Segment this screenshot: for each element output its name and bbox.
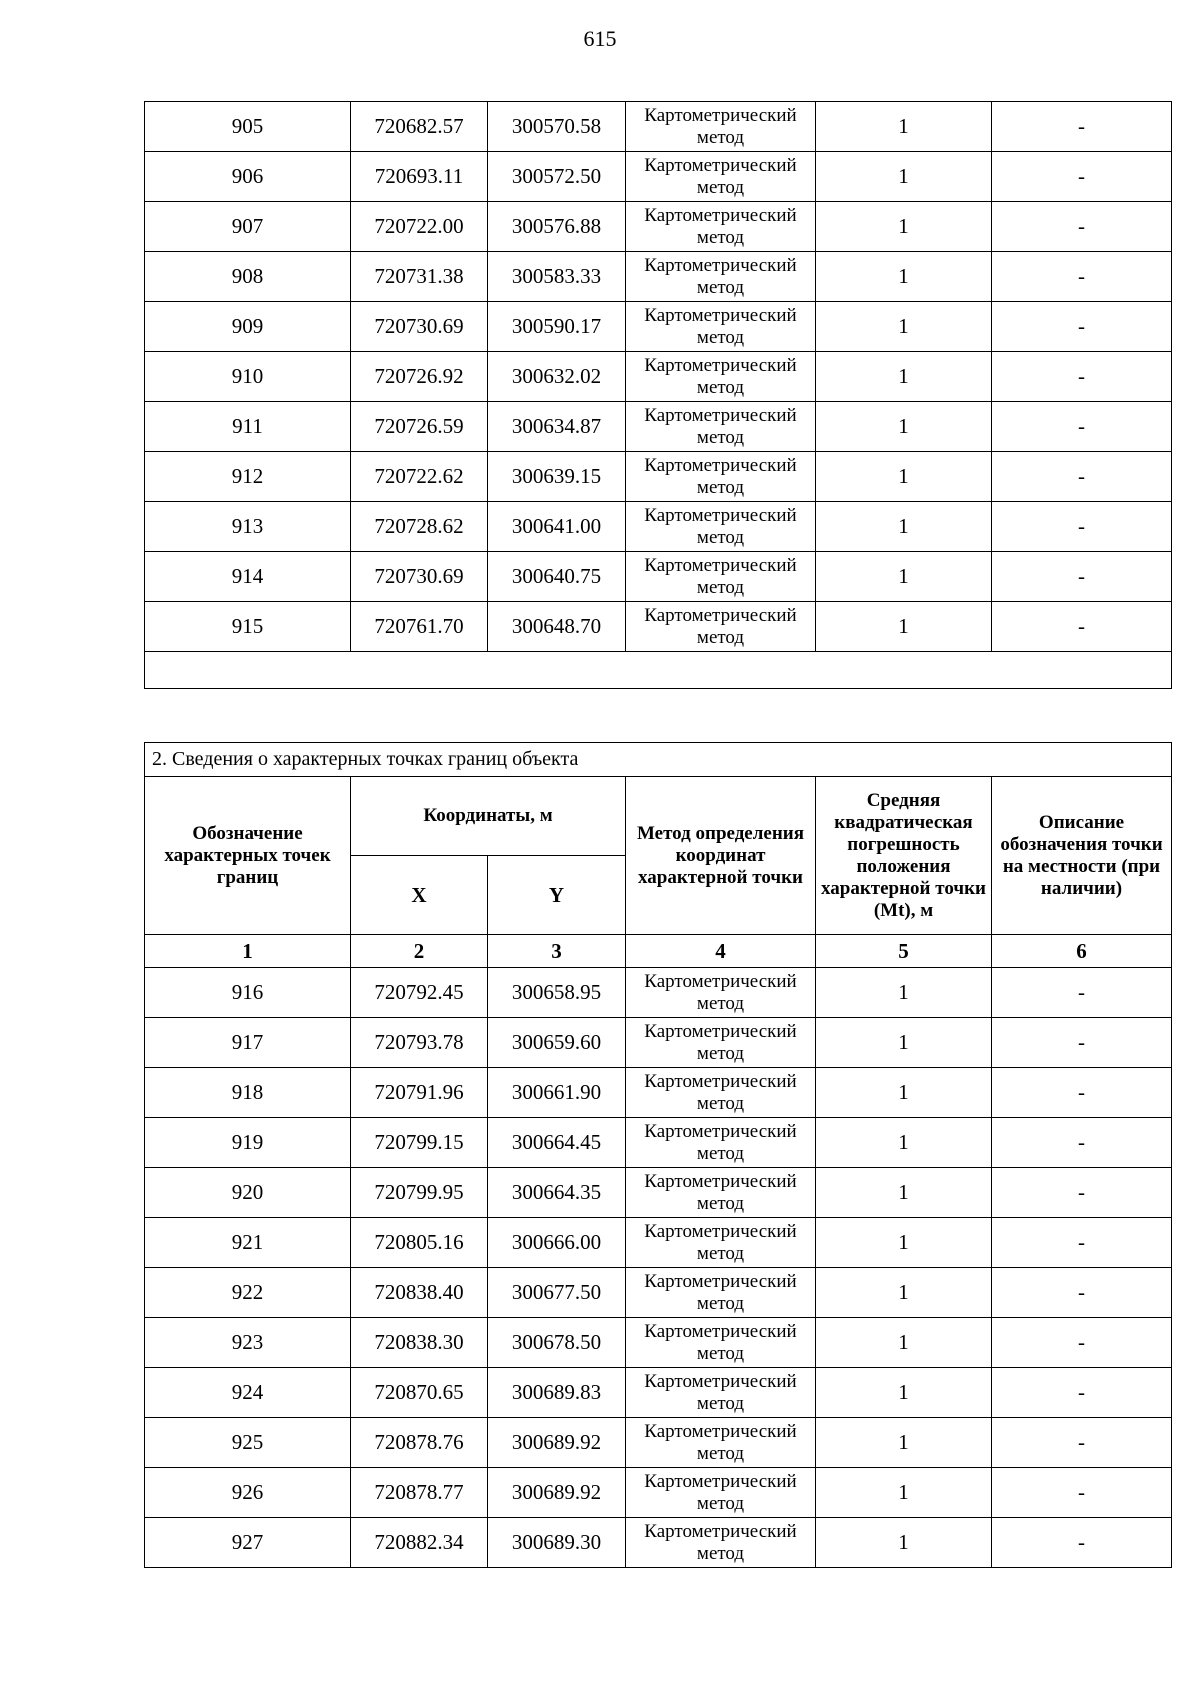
coord-x: 720791.96 bbox=[351, 1068, 488, 1118]
method-line-2: метод bbox=[696, 1142, 745, 1164]
table-row bbox=[145, 152, 1172, 202]
point-id: 924 bbox=[145, 1368, 351, 1418]
method-cell bbox=[626, 302, 816, 352]
coord-y: 300640.75 bbox=[488, 552, 626, 602]
description: - bbox=[992, 1418, 1172, 1468]
mt-value: 1 bbox=[816, 1218, 992, 1268]
point-id: 912 bbox=[145, 452, 351, 502]
method-line-1: Картометрический bbox=[644, 1370, 797, 1392]
method-line-1: Картометрический bbox=[644, 1170, 797, 1192]
mt-value: 1 bbox=[816, 1318, 992, 1368]
method-cell bbox=[626, 602, 816, 652]
method-cell bbox=[626, 1368, 816, 1418]
column-number-6: 6 bbox=[992, 935, 1172, 968]
mt-value: 1 bbox=[816, 1068, 992, 1118]
table-row bbox=[145, 102, 1172, 152]
table-row bbox=[145, 552, 1172, 602]
method-line-1: Картометрический bbox=[644, 104, 797, 126]
point-id: 923 bbox=[145, 1318, 351, 1368]
coord-x: 720761.70 bbox=[351, 602, 488, 652]
table1-body bbox=[145, 102, 1172, 652]
description: - bbox=[992, 552, 1172, 602]
method-cell bbox=[626, 1018, 816, 1068]
point-id: 914 bbox=[145, 552, 351, 602]
method-line-2: метод bbox=[696, 526, 745, 548]
method-line-1: Картометрический bbox=[644, 204, 797, 226]
header-y: Y bbox=[488, 856, 626, 935]
mt-value: 1 bbox=[816, 1018, 992, 1068]
point-id: 925 bbox=[145, 1418, 351, 1468]
coord-y: 300664.35 bbox=[488, 1168, 626, 1218]
method-line-1: Картометрический bbox=[644, 454, 797, 476]
coord-y: 300632.02 bbox=[488, 352, 626, 402]
method-cell bbox=[626, 102, 816, 152]
mt-value: 1 bbox=[816, 968, 992, 1018]
table2-body bbox=[145, 968, 1172, 1568]
method-cell bbox=[626, 452, 816, 502]
description: - bbox=[992, 302, 1172, 352]
method-cell bbox=[626, 1268, 816, 1318]
coord-y: 300639.15 bbox=[488, 452, 626, 502]
table-row bbox=[145, 1118, 1172, 1168]
coord-x: 720726.92 bbox=[351, 352, 488, 402]
method-cell bbox=[626, 1218, 816, 1268]
mt-value: 1 bbox=[816, 1468, 992, 1518]
table-row bbox=[145, 1418, 1172, 1468]
method-line-2: метод bbox=[696, 326, 745, 348]
table-row bbox=[145, 1168, 1172, 1218]
table-row bbox=[145, 602, 1172, 652]
method-line-2: метод bbox=[696, 1392, 745, 1414]
column-number-5: 5 bbox=[816, 935, 992, 968]
method-line-1: Картометрический bbox=[644, 1320, 797, 1342]
coord-y: 300689.92 bbox=[488, 1418, 626, 1468]
mt-value: 1 bbox=[816, 452, 992, 502]
mt-value: 1 bbox=[816, 1368, 992, 1418]
table-row bbox=[145, 502, 1172, 552]
table-row bbox=[145, 968, 1172, 1018]
coord-x: 720799.15 bbox=[351, 1118, 488, 1168]
coord-y: 300634.87 bbox=[488, 402, 626, 452]
mt-value: 1 bbox=[816, 1518, 992, 1568]
description: - bbox=[992, 1218, 1172, 1268]
mt-value: 1 bbox=[816, 602, 992, 652]
description: - bbox=[992, 202, 1172, 252]
coord-x: 720793.78 bbox=[351, 1018, 488, 1068]
description: - bbox=[992, 1118, 1172, 1168]
coord-x: 720722.62 bbox=[351, 452, 488, 502]
method-line-1: Картометрический bbox=[644, 554, 797, 576]
method-cell bbox=[626, 1168, 816, 1218]
coord-y: 300641.00 bbox=[488, 502, 626, 552]
description: - bbox=[992, 1268, 1172, 1318]
table-row bbox=[145, 1218, 1172, 1268]
table-row bbox=[145, 1468, 1172, 1518]
coord-y: 300666.00 bbox=[488, 1218, 626, 1268]
method-cell bbox=[626, 1068, 816, 1118]
table-row bbox=[145, 402, 1172, 452]
description: - bbox=[992, 1468, 1172, 1518]
description: - bbox=[992, 402, 1172, 452]
point-id: 921 bbox=[145, 1218, 351, 1268]
method-cell bbox=[626, 252, 816, 302]
description: - bbox=[992, 502, 1172, 552]
method-cell bbox=[626, 1518, 816, 1568]
point-id: 916 bbox=[145, 968, 351, 1018]
coord-x: 720838.30 bbox=[351, 1318, 488, 1368]
method-cell bbox=[626, 352, 816, 402]
method-line-1: Картометрический bbox=[644, 254, 797, 276]
method-line-1: Картометрический bbox=[644, 970, 797, 992]
description: - bbox=[992, 1018, 1172, 1068]
description: - bbox=[992, 1318, 1172, 1368]
mt-value: 1 bbox=[816, 552, 992, 602]
method-line-1: Картометрический bbox=[644, 1270, 797, 1292]
method-cell bbox=[626, 552, 816, 602]
mt-value: 1 bbox=[816, 502, 992, 552]
description: - bbox=[992, 1068, 1172, 1118]
point-id: 917 bbox=[145, 1018, 351, 1068]
column-number-2: 2 bbox=[351, 935, 488, 968]
point-id: 906 bbox=[145, 152, 351, 202]
method-line-2: метод bbox=[696, 1092, 745, 1114]
point-id: 913 bbox=[145, 502, 351, 552]
method-line-2: метод bbox=[696, 426, 745, 448]
header-designation: Обозначение характерных точек границ bbox=[145, 777, 351, 935]
page-number: 615 bbox=[583, 26, 617, 51]
method-line-2: метод bbox=[696, 226, 745, 248]
mt-value: 1 bbox=[816, 1418, 992, 1468]
method-line-2: метод bbox=[696, 1542, 745, 1564]
description: - bbox=[992, 1168, 1172, 1218]
description: - bbox=[992, 1368, 1172, 1418]
method-line-2: метод bbox=[696, 126, 745, 148]
mt-value: 1 bbox=[816, 1118, 992, 1168]
table-row bbox=[145, 452, 1172, 502]
coord-y: 300572.50 bbox=[488, 152, 626, 202]
section-title: 2. Сведения о характерных точках границ объекта bbox=[145, 743, 1172, 777]
method-cell bbox=[626, 968, 816, 1018]
method-line-2: метод bbox=[696, 476, 745, 498]
method-cell bbox=[626, 502, 816, 552]
point-id: 908 bbox=[145, 252, 351, 302]
method-cell bbox=[626, 1118, 816, 1168]
coord-x: 720728.62 bbox=[351, 502, 488, 552]
point-id: 911 bbox=[145, 402, 351, 452]
coord-x: 720730.69 bbox=[351, 552, 488, 602]
point-id: 926 bbox=[145, 1468, 351, 1518]
coord-y: 300677.50 bbox=[488, 1268, 626, 1318]
table-row bbox=[145, 202, 1172, 252]
description: - bbox=[992, 102, 1172, 152]
method-line-2: метод bbox=[696, 276, 745, 298]
method-line-2: метод bbox=[696, 1342, 745, 1364]
method-line-2: метод bbox=[696, 1492, 745, 1514]
point-id: 922 bbox=[145, 1268, 351, 1318]
table-row bbox=[145, 1518, 1172, 1568]
coord-y: 300658.95 bbox=[488, 968, 626, 1018]
method-line-1: Картометрический bbox=[644, 1520, 797, 1542]
column-number-1: 1 bbox=[145, 935, 351, 968]
coord-y: 300583.33 bbox=[488, 252, 626, 302]
point-id: 920 bbox=[145, 1168, 351, 1218]
method-cell bbox=[626, 1468, 816, 1518]
coordinates-table-continued bbox=[144, 101, 1172, 689]
description: - bbox=[992, 1518, 1172, 1568]
method-line-2: метод bbox=[696, 1442, 745, 1464]
coord-y: 300659.60 bbox=[488, 1018, 626, 1068]
method-cell bbox=[626, 1318, 816, 1368]
coord-x: 720878.77 bbox=[351, 1468, 488, 1518]
method-line-1: Картометрический bbox=[644, 304, 797, 326]
description: - bbox=[992, 452, 1172, 502]
point-id: 919 bbox=[145, 1118, 351, 1168]
coord-y: 300678.50 bbox=[488, 1318, 626, 1368]
header-method: Метод определения координат характерной точки bbox=[626, 777, 816, 935]
coord-x: 720805.16 bbox=[351, 1218, 488, 1268]
coord-x: 720730.69 bbox=[351, 302, 488, 352]
method-line-1: Картометрический bbox=[644, 1020, 797, 1042]
method-line-2: метод bbox=[696, 176, 745, 198]
coord-x: 720799.95 bbox=[351, 1168, 488, 1218]
coord-y: 300689.30 bbox=[488, 1518, 626, 1568]
coord-y: 300664.45 bbox=[488, 1118, 626, 1168]
method-line-2: метод bbox=[696, 1192, 745, 1214]
table-row bbox=[145, 1268, 1172, 1318]
mt-value: 1 bbox=[816, 202, 992, 252]
mt-value: 1 bbox=[816, 152, 992, 202]
coord-y: 300576.88 bbox=[488, 202, 626, 252]
point-id: 918 bbox=[145, 1068, 351, 1118]
point-id: 927 bbox=[145, 1518, 351, 1568]
column-number-3: 3 bbox=[488, 935, 626, 968]
table-row bbox=[145, 1318, 1172, 1368]
point-id: 907 bbox=[145, 202, 351, 252]
description: - bbox=[992, 602, 1172, 652]
method-line-1: Картометрический bbox=[644, 154, 797, 176]
point-id: 915 bbox=[145, 602, 351, 652]
method-cell bbox=[626, 202, 816, 252]
table-row bbox=[145, 302, 1172, 352]
description: - bbox=[992, 968, 1172, 1018]
method-line-2: метод bbox=[696, 1042, 745, 1064]
method-line-2: метод bbox=[696, 1242, 745, 1264]
coord-x: 720838.40 bbox=[351, 1268, 488, 1318]
coord-y: 300661.90 bbox=[488, 1068, 626, 1118]
coord-y: 300590.17 bbox=[488, 302, 626, 352]
point-id: 910 bbox=[145, 352, 351, 402]
table-row bbox=[145, 1018, 1172, 1068]
coord-x: 720792.45 bbox=[351, 968, 488, 1018]
mt-value: 1 bbox=[816, 402, 992, 452]
coord-x: 720878.76 bbox=[351, 1418, 488, 1468]
coord-x: 720882.34 bbox=[351, 1518, 488, 1568]
coord-y: 300570.58 bbox=[488, 102, 626, 152]
table-row bbox=[145, 1068, 1172, 1118]
header-x: X bbox=[351, 856, 488, 935]
header-coordinates: Координаты, м bbox=[351, 777, 626, 856]
method-cell bbox=[626, 152, 816, 202]
coord-y: 300689.83 bbox=[488, 1368, 626, 1418]
method-cell bbox=[626, 1418, 816, 1468]
method-line-2: метод bbox=[696, 1292, 745, 1314]
mt-value: 1 bbox=[816, 252, 992, 302]
method-line-1: Картометрический bbox=[644, 504, 797, 526]
coord-x: 720693.11 bbox=[351, 152, 488, 202]
column-number-4: 4 bbox=[626, 935, 816, 968]
method-line-1: Картометрический bbox=[644, 604, 797, 626]
coord-y: 300689.92 bbox=[488, 1468, 626, 1518]
coord-x: 720682.57 bbox=[351, 102, 488, 152]
table-row bbox=[145, 1368, 1172, 1418]
method-cell bbox=[626, 402, 816, 452]
method-line-1: Картометрический bbox=[644, 1070, 797, 1092]
coord-x: 720726.59 bbox=[351, 402, 488, 452]
point-id: 909 bbox=[145, 302, 351, 352]
table-row bbox=[145, 352, 1172, 402]
description: - bbox=[992, 152, 1172, 202]
method-line-2: метод bbox=[696, 576, 745, 598]
point-id: 905 bbox=[145, 102, 351, 152]
coord-y: 300648.70 bbox=[488, 602, 626, 652]
method-line-1: Картометрический bbox=[644, 1220, 797, 1242]
method-line-1: Картометрический bbox=[644, 1120, 797, 1142]
mt-value: 1 bbox=[816, 352, 992, 402]
header-error: Средняя квадратическая погрешность положения характерной точки (Mt), м bbox=[816, 777, 992, 935]
method-line-1: Картометрический bbox=[644, 1470, 797, 1492]
method-line-1: Картометрический bbox=[644, 354, 797, 376]
description: - bbox=[992, 252, 1172, 302]
coord-x: 720731.38 bbox=[351, 252, 488, 302]
mt-value: 1 bbox=[816, 1168, 992, 1218]
mt-value: 1 bbox=[816, 102, 992, 152]
header-description: Описание обозначения точки на местности (при наличии) bbox=[992, 777, 1172, 935]
description: - bbox=[992, 352, 1172, 402]
mt-value: 1 bbox=[816, 1268, 992, 1318]
method-line-1: Картометрический bbox=[644, 404, 797, 426]
method-line-2: метод bbox=[696, 992, 745, 1014]
empty-footer-row bbox=[145, 652, 1172, 689]
method-line-2: метод bbox=[696, 626, 745, 648]
boundary-points-table bbox=[144, 742, 1172, 1568]
coord-x: 720722.00 bbox=[351, 202, 488, 252]
method-line-1: Картометрический bbox=[644, 1420, 797, 1442]
method-line-2: метод bbox=[696, 376, 745, 398]
coord-x: 720870.65 bbox=[351, 1368, 488, 1418]
table-row bbox=[145, 252, 1172, 302]
mt-value: 1 bbox=[816, 302, 992, 352]
